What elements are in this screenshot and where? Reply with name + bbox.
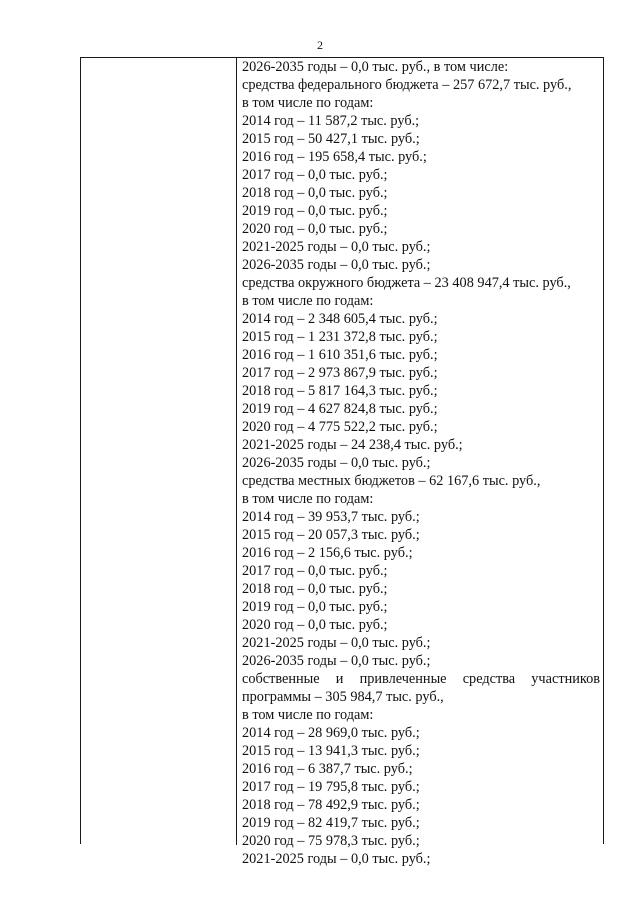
funding-line: 2021-2025 годы – 0,0 тыс. руб.; — [242, 635, 431, 651]
funding-line: 2021-2025 годы – 0,0 тыс. руб.; — [242, 851, 431, 867]
funding-details-cell — [242, 58, 600, 868]
funding-line: 2017 год – 2 973 867,9 тыс. руб.; — [242, 365, 438, 381]
funding-line: 2020 год – 0,0 тыс. руб.; — [242, 617, 388, 633]
funding-line: в том числе по годам: — [242, 95, 374, 111]
funding-line: 2019 год – 0,0 тыс. руб.; — [242, 203, 388, 219]
funding-line: 2018 год – 78 492,9 тыс. руб.; — [242, 797, 420, 813]
funding-line: программы – 305 984,7 тыс. руб., — [242, 689, 444, 705]
funding-line: 2015 год – 20 057,3 тыс. руб.; — [242, 527, 420, 543]
funding-line: 2017 год – 0,0 тыс. руб.; — [242, 563, 388, 579]
funding-line: 2026-2035 годы – 0,0 тыс. руб., в том числе: — [242, 59, 509, 75]
funding-line: 2017 год – 0,0 тыс. руб.; — [242, 167, 388, 183]
funding-line: 2016 год – 195 658,4 тыс. руб.; — [242, 149, 427, 165]
funding-line: 2021-2025 годы – 24 238,4 тыс. руб.; — [242, 437, 463, 453]
funding-line: 2021-2025 годы – 0,0 тыс. руб.; — [242, 239, 431, 255]
funding-line: 2026-2035 годы – 0,0 тыс. руб.; — [242, 653, 431, 669]
funding-line: в том числе по годам: — [242, 293, 374, 309]
funding-line: 2019 год – 0,0 тыс. руб.; — [242, 599, 388, 615]
funding-line: 2026-2035 годы – 0,0 тыс. руб.; — [242, 257, 431, 273]
funding-line: 2019 год – 82 419,7 тыс. руб.; — [242, 815, 420, 831]
page-number: 2 — [317, 38, 323, 52]
funding-line: 2020 год – 4 775 522,2 тыс. руб.; — [242, 419, 438, 435]
funding-line: 2015 год – 13 941,3 тыс. руб.; — [242, 743, 420, 759]
funding-line: 2014 год – 39 953,7 тыс. руб.; — [242, 509, 420, 525]
funding-line: собственные и привлеченные средства участников — [242, 671, 600, 687]
funding-line: в том числе по годам: — [242, 491, 374, 507]
funding-line: 2014 год – 11 587,2 тыс. руб.; — [242, 113, 420, 129]
funding-line: в том числе по годам: — [242, 707, 374, 723]
funding-line: средства окружного бюджета – 23 408 947,4 тыс. руб., — [242, 275, 571, 291]
funding-line: 2017 год – 19 795,8 тыс. руб.; — [242, 779, 420, 795]
funding-line: средства федерального бюджета – 257 672,7 тыс. руб., — [242, 77, 572, 93]
funding-line: 2018 год – 0,0 тыс. руб.; — [242, 581, 388, 597]
funding-line: 2016 год – 6 387,7 тыс. руб.; — [242, 761, 413, 777]
funding-line: 2020 год – 75 978,3 тыс. руб.; — [242, 833, 420, 849]
funding-table — [80, 57, 604, 867]
funding-line: 2026-2035 годы – 0,0 тыс. руб.; — [242, 455, 431, 471]
funding-line: 2020 год – 0,0 тыс. руб.; — [242, 221, 388, 237]
funding-line: 2015 год – 1 231 372,8 тыс. руб.; — [242, 329, 438, 345]
funding-line: 2018 год – 5 817 164,3 тыс. руб.; — [242, 383, 438, 399]
column-divider — [236, 58, 237, 845]
funding-line: средства местных бюджетов – 62 167,6 тыс. руб., — [242, 473, 541, 489]
funding-line: 2019 год – 4 627 824,8 тыс. руб.; — [242, 401, 438, 417]
funding-line: 2016 год – 1 610 351,6 тыс. руб.; — [242, 347, 438, 363]
funding-line: 2014 год – 2 348 605,4 тыс. руб.; — [242, 311, 438, 327]
funding-line: 2018 год – 0,0 тыс. руб.; — [242, 185, 388, 201]
funding-line: 2016 год – 2 156,6 тыс. руб.; — [242, 545, 413, 561]
funding-line: 2015 год – 50 427,1 тыс. руб.; — [242, 131, 420, 147]
funding-line: 2014 год – 28 969,0 тыс. руб.; — [242, 725, 420, 741]
